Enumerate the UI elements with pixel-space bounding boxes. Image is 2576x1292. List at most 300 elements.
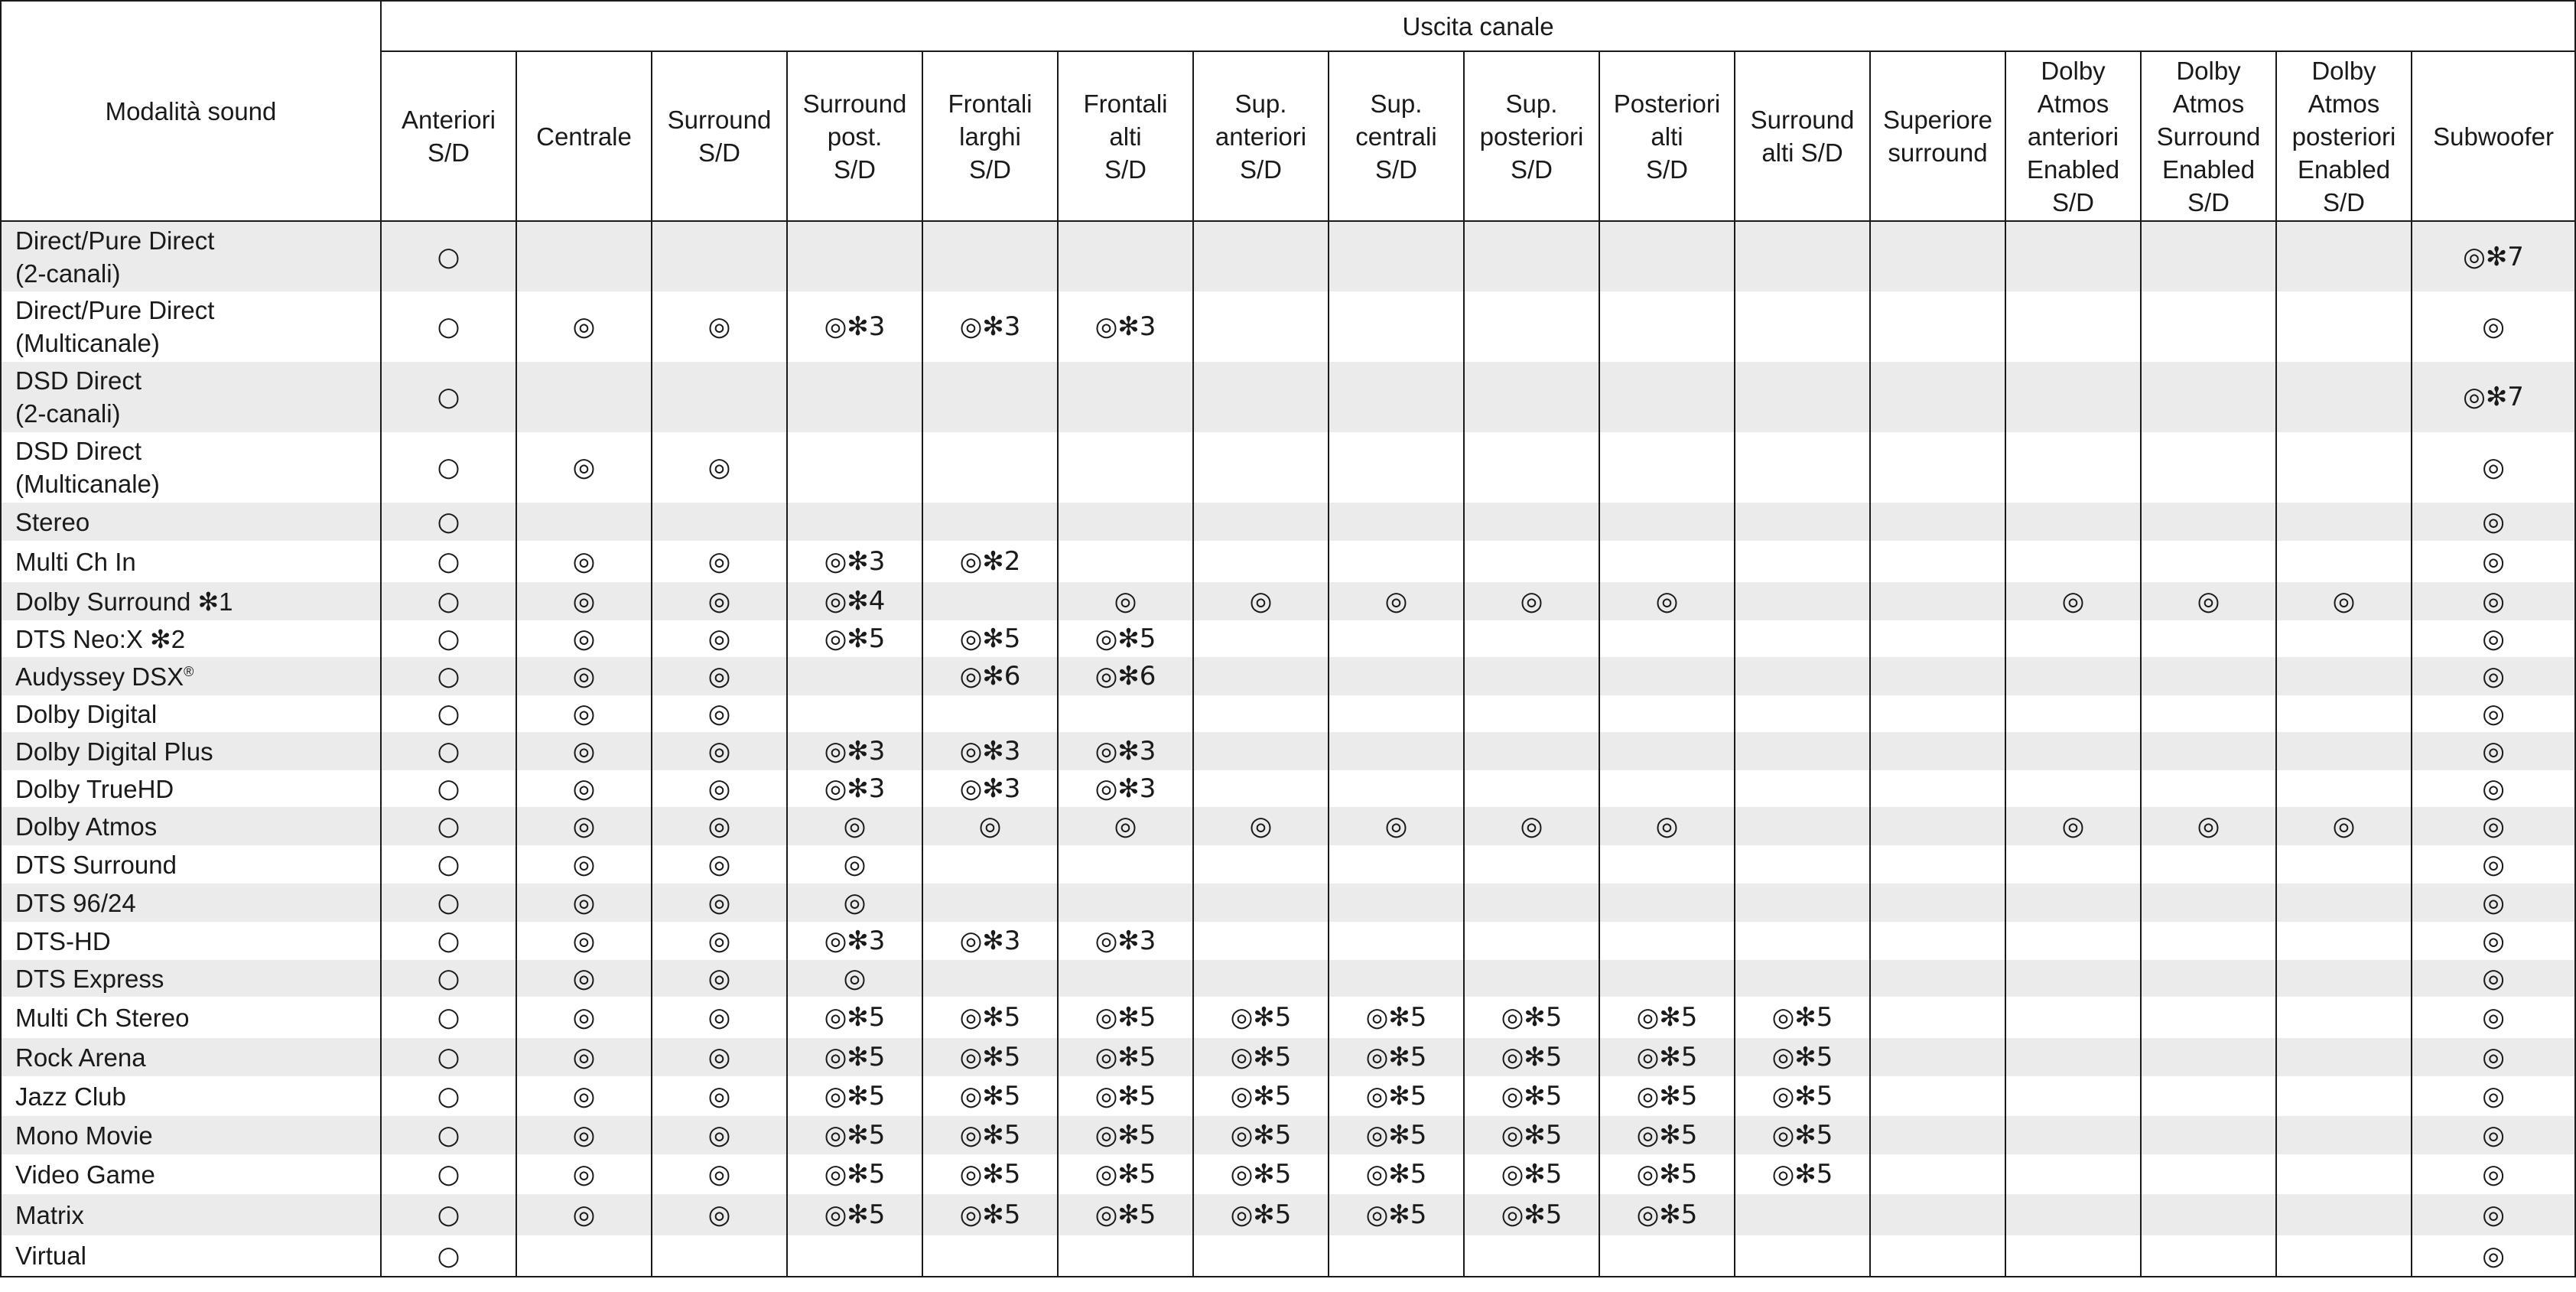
channel-output-mark: ◎ <box>572 811 596 841</box>
channel-cell <box>1464 695 1599 732</box>
channel-cell <box>652 1154 787 1194</box>
channel-cell <box>787 221 922 291</box>
channel-output-mark: ◎ <box>707 1120 731 1150</box>
channel-output-mark: ○ <box>437 698 460 729</box>
sound-mode-cell <box>1 582 381 620</box>
channel-cell <box>1058 541 1193 582</box>
channel-cell <box>2141 960 2276 997</box>
channel-output-mark: ◎✻5 <box>1094 1002 1156 1033</box>
channel-header: Frontali alti S/D <box>1058 51 1193 221</box>
channel-cell <box>787 1038 922 1076</box>
channel-output-mark: ◎✻5 <box>1771 1042 1833 1072</box>
channel-output-mark: ○ <box>437 1002 460 1033</box>
channel-output-mark: ◎ <box>1384 811 1408 841</box>
channel-cell <box>1735 1154 1870 1194</box>
channel-cell <box>2276 732 2412 770</box>
channel-cell <box>381 362 516 432</box>
channel-cell <box>922 362 1058 432</box>
channel-output-mark: ○ <box>437 1120 460 1150</box>
channel-cell <box>1329 620 1464 657</box>
channel-cell <box>1464 1038 1599 1076</box>
channel-cell <box>1329 1038 1464 1076</box>
sound-mode-cell <box>1 1194 381 1235</box>
channel-cell <box>1464 582 1599 620</box>
channel-cell <box>922 807 1058 845</box>
channel-output-mark: ◎ <box>2332 811 2356 841</box>
channel-cell <box>2005 1076 2141 1116</box>
channel-cell <box>1329 922 1464 960</box>
channel-output-mark: ○ <box>437 452 460 483</box>
table-row <box>1 997 2575 1038</box>
channel-cell <box>1058 582 1193 620</box>
channel-output-mark: ◎ <box>1249 586 1273 617</box>
channel-cell <box>2276 503 2412 541</box>
channel-output-mark: ◎✻3 <box>824 773 886 804</box>
channel-cell <box>2276 221 2412 291</box>
channel-output-mark: ◎ <box>978 811 1002 841</box>
channel-cell <box>1735 884 1870 922</box>
sound-mode-cell <box>1 291 381 362</box>
channel-cell <box>922 884 1058 922</box>
sound-mode-label: DSD Direct (2-canali) <box>15 366 142 428</box>
channel-cell <box>2412 960 2575 997</box>
channel-cell <box>787 845 922 884</box>
channel-output-mark: ◎ <box>2482 506 2505 537</box>
channel-cell <box>1329 695 1464 732</box>
channel-cell <box>922 997 1058 1038</box>
channel-cell <box>1058 845 1193 884</box>
channel-cell <box>2276 807 2412 845</box>
sound-mode-cell <box>1 1076 381 1116</box>
channel-output-mark: ◎ <box>2332 586 2356 617</box>
channel-cell <box>1735 582 1870 620</box>
channel-cell <box>1058 807 1193 845</box>
channel-cell <box>2276 1116 2412 1154</box>
channel-output-mark: ◎ <box>572 546 596 577</box>
channel-cell <box>381 291 516 362</box>
channel-output-mark: ◎ <box>572 1002 596 1033</box>
channel-output-mark: ◎✻5 <box>1771 1120 1833 1150</box>
channel-output-mark: ◎✻3 <box>1094 311 1156 342</box>
channel-cell <box>2276 997 2412 1038</box>
channel-header: Surround post. S/D <box>787 51 922 221</box>
channel-cell <box>381 807 516 845</box>
table-row <box>1 221 2575 291</box>
channel-cell <box>381 432 516 503</box>
channel-output-mark: ◎ <box>707 963 731 994</box>
channel-output-mark: ◎ <box>2482 1159 2505 1189</box>
channel-cell <box>1735 503 1870 541</box>
channel-cell <box>1599 503 1735 541</box>
channel-cell <box>1870 884 2005 922</box>
channel-cell <box>1193 541 1329 582</box>
channel-cell <box>1599 362 1735 432</box>
channel-output-mark: ◎✻5 <box>1771 1081 1833 1111</box>
channel-cell <box>1599 1076 1735 1116</box>
table-row <box>1 1038 2575 1076</box>
table-row <box>1 657 2575 695</box>
channel-output-mark: ◎✻5 <box>1230 1120 1292 1150</box>
channel-output-mark: ◎ <box>2197 586 2220 617</box>
channel-cell <box>787 1076 922 1116</box>
channel-cell <box>1193 362 1329 432</box>
channel-cell <box>2141 1194 2276 1235</box>
channel-cell <box>1599 884 1735 922</box>
channel-cell <box>381 1154 516 1194</box>
channel-cell <box>1735 732 1870 770</box>
channel-cell <box>1599 770 1735 807</box>
channel-cell <box>516 960 652 997</box>
channel-cell <box>787 695 922 732</box>
channel-cell <box>1193 922 1329 960</box>
channel-cell <box>1735 922 1870 960</box>
channel-cell <box>1735 1116 1870 1154</box>
channel-cell <box>1464 221 1599 291</box>
channel-output-mark: ◎ <box>2482 311 2505 342</box>
channel-header: Surround S/D <box>652 51 787 221</box>
sound-mode-label: Rock Arena <box>15 1043 146 1072</box>
channel-cell <box>787 770 922 807</box>
channel-output-mark: ◎✻5 <box>1230 1002 1292 1033</box>
channel-cell <box>1599 960 1735 997</box>
channel-output-mark: ○ <box>437 623 460 654</box>
channel-output-mark: ◎✻5 <box>1230 1042 1292 1072</box>
sound-mode-label: DTS-HD <box>15 926 111 955</box>
channel-output-mark: ◎ <box>1520 811 1543 841</box>
channel-cell <box>1058 657 1193 695</box>
channel-output-mark: ◎ <box>843 963 867 994</box>
channel-cell <box>516 1154 652 1194</box>
channel-cell <box>516 845 652 884</box>
channel-output-mark: ◎ <box>572 887 596 918</box>
channel-cell <box>652 362 787 432</box>
channel-cell <box>787 657 922 695</box>
channel-cell <box>922 582 1058 620</box>
mode-column-header: Modalità sound <box>1 1 381 221</box>
channel-cell <box>922 960 1058 997</box>
channel-cell <box>2412 1154 2575 1194</box>
channel-cell <box>1870 541 2005 582</box>
channel-output-mark: ◎✻5 <box>824 1002 886 1033</box>
channel-cell <box>1599 291 1735 362</box>
channel-output-mark: ◎✻5 <box>1636 1081 1698 1111</box>
channel-cell <box>2412 1194 2575 1235</box>
channel-cell <box>2412 884 2575 922</box>
channel-output-mark: ○ <box>437 506 460 537</box>
channel-output-mark: ◎ <box>2482 736 2505 766</box>
table-row <box>1 541 2575 582</box>
channel-cell <box>787 922 922 960</box>
channel-cell <box>1329 884 1464 922</box>
channel-cell <box>787 997 922 1038</box>
channel-cell <box>1193 807 1329 845</box>
channel-cell <box>2412 582 2575 620</box>
channel-cell <box>516 922 652 960</box>
channel-output-mark: ◎✻5 <box>1501 1199 1563 1230</box>
sound-mode-cell <box>1 922 381 960</box>
channel-cell <box>1058 1076 1193 1116</box>
sound-mode-cell <box>1 807 381 845</box>
channel-cell <box>2412 770 2575 807</box>
table-row <box>1 884 2575 922</box>
channel-cell <box>787 884 922 922</box>
channel-output-mark: ◎ <box>2482 811 2505 841</box>
channel-cell <box>652 884 787 922</box>
channel-cell <box>516 884 652 922</box>
channel-cell <box>2276 582 2412 620</box>
channel-cell <box>652 1194 787 1235</box>
channel-cell <box>516 503 652 541</box>
channel-cell <box>1599 541 1735 582</box>
channel-cell <box>1735 1038 1870 1076</box>
channel-output-mark: ○ <box>437 811 460 841</box>
channel-cell <box>2276 1154 2412 1194</box>
sound-mode-cell <box>1 960 381 997</box>
channel-cell <box>652 807 787 845</box>
channel-output-mark: ◎✻5 <box>1230 1199 1292 1230</box>
channel-cell <box>2412 732 2575 770</box>
channel-cell <box>1058 884 1193 922</box>
channel-output-mark: ◎✻5 <box>824 1159 886 1189</box>
sound-mode-label: DTS Neo:X ✻2 <box>15 624 186 653</box>
sound-mode-label: Dolby Digital <box>15 699 158 728</box>
channel-cell <box>1870 1154 2005 1194</box>
channel-cell <box>1329 503 1464 541</box>
channel-cell <box>2005 541 2141 582</box>
channel-output-mark: ◎ <box>1655 811 1679 841</box>
channel-cell <box>2141 807 2276 845</box>
channel-output-mark: ◎ <box>843 811 867 841</box>
channel-output-mark: ◎✻6 <box>959 661 1021 692</box>
channel-cell <box>1870 845 2005 884</box>
channel-cell <box>1599 997 1735 1038</box>
channel-cell <box>1058 695 1193 732</box>
channel-cell <box>1870 1194 2005 1235</box>
channel-cell <box>2005 732 2141 770</box>
sound-mode-label: Direct/Pure Direct (2-canali) <box>15 226 215 288</box>
channel-output-mark: ◎✻5 <box>959 1002 1021 1033</box>
sound-mode-cell <box>1 770 381 807</box>
channel-output-mark: ◎ <box>572 623 596 654</box>
channel-cell <box>1058 997 1193 1038</box>
channel-output-mark: ◎✻5 <box>1365 1199 1427 1230</box>
sound-mode-cell <box>1 221 381 291</box>
channel-output-mark: ◎✻5 <box>1094 1042 1156 1072</box>
channel-cell <box>922 732 1058 770</box>
channel-output-mark: ◎ <box>2482 887 2505 918</box>
channel-cell <box>381 541 516 582</box>
channel-cell <box>1735 541 1870 582</box>
sound-mode-label: DTS Surround <box>15 850 177 879</box>
registered-mark: ® <box>184 663 194 679</box>
channel-output-mark: ○ <box>437 849 460 880</box>
channel-cell <box>2141 1116 2276 1154</box>
channel-output-mark: ◎✻5 <box>1094 1081 1156 1111</box>
channel-cell <box>2412 432 2575 503</box>
channel-cell <box>1464 1116 1599 1154</box>
channel-cell <box>1735 1194 1870 1235</box>
channel-output-mark: ◎ <box>2482 1199 2505 1230</box>
channel-cell <box>2141 1235 2276 1277</box>
channel-output-mark: ◎ <box>707 311 731 342</box>
channel-cell <box>516 541 652 582</box>
channel-output-mark: ◎ <box>2482 926 2505 956</box>
table-row <box>1 770 2575 807</box>
sound-mode-cell <box>1 362 381 432</box>
channel-cell <box>2005 922 2141 960</box>
channel-cell <box>1464 732 1599 770</box>
channel-cell <box>1193 732 1329 770</box>
channel-cell <box>1058 922 1193 960</box>
channel-output-mark: ◎ <box>707 736 731 766</box>
channel-output-mark: ◎✻5 <box>1636 1199 1698 1230</box>
table-row <box>1 1076 2575 1116</box>
channel-cell <box>922 541 1058 582</box>
channel-cell <box>652 541 787 582</box>
channel-cell <box>1735 291 1870 362</box>
channel-cell <box>1735 1235 1870 1277</box>
channel-cell <box>1870 695 2005 732</box>
channel-output-mark: ◎✻3 <box>959 736 1021 766</box>
channel-cell <box>787 1154 922 1194</box>
channel-output-mark: ◎✻5 <box>1636 1120 1698 1150</box>
channel-cell <box>652 732 787 770</box>
channel-output-mark: ◎ <box>707 546 731 577</box>
channel-cell <box>1058 362 1193 432</box>
channel-cell <box>1464 922 1599 960</box>
channel-output-mark: ○ <box>437 773 460 804</box>
channel-cell <box>1870 807 2005 845</box>
channel-output-mark: ◎ <box>1520 586 1543 617</box>
channel-cell <box>652 1076 787 1116</box>
channel-cell <box>1870 960 2005 997</box>
channel-cell <box>2005 362 2141 432</box>
channel-output-mark: ◎✻3 <box>959 773 1021 804</box>
channel-output-mark: ◎✻5 <box>1094 1120 1156 1150</box>
channel-cell <box>2005 291 2141 362</box>
channel-cell <box>1058 291 1193 362</box>
channel-cell <box>787 1235 922 1277</box>
channel-cell <box>1870 770 2005 807</box>
channel-cell <box>2412 1076 2575 1116</box>
channel-output-mark: ◎✻2 <box>959 546 1021 577</box>
sound-mode-label: Multi Ch Stereo <box>15 1003 190 1032</box>
channel-cell <box>1735 1076 1870 1116</box>
channel-header: Sup. anteriori S/D <box>1193 51 1329 221</box>
channel-cell <box>2005 807 2141 845</box>
channel-header: Dolby Atmos anteriori Enabled S/D <box>2005 51 2141 221</box>
channel-output-mark: ◎✻3 <box>1094 736 1156 766</box>
channel-cell <box>1329 362 1464 432</box>
sound-mode-label: DSD Direct (Multicanale) <box>15 437 160 498</box>
channel-cell <box>787 582 922 620</box>
channel-header: Frontali larghi S/D <box>922 51 1058 221</box>
channel-cell <box>1870 291 2005 362</box>
channel-output-mark: ◎ <box>707 887 731 918</box>
channel-cell <box>2141 884 2276 922</box>
channel-cell <box>1870 1038 2005 1076</box>
channel-cell <box>516 657 652 695</box>
channel-output-mark: ◎✻4 <box>824 586 886 617</box>
channel-cell <box>922 221 1058 291</box>
sound-mode-cell <box>1 620 381 657</box>
channel-cell <box>1329 845 1464 884</box>
channel-output-mark: ◎ <box>707 849 731 880</box>
channel-header: Dolby Atmos posteriori Enabled S/D <box>2276 51 2412 221</box>
channel-cell <box>2276 657 2412 695</box>
channel-cell <box>1735 221 1870 291</box>
channel-output-mark: ◎✻5 <box>1636 1042 1698 1072</box>
channel-output-mark: ◎✻5 <box>824 1120 886 1150</box>
table-row <box>1 503 2575 541</box>
channel-cell <box>2141 997 2276 1038</box>
sound-mode-label: Audyssey DSX <box>15 662 184 691</box>
channel-output-mark: ◎ <box>572 311 596 342</box>
channel-cell <box>1870 582 2005 620</box>
channel-cell <box>922 770 1058 807</box>
channel-cell <box>1329 657 1464 695</box>
channel-cell <box>381 845 516 884</box>
channel-cell <box>2276 1076 2412 1116</box>
sound-mode-cell <box>1 432 381 503</box>
table-row <box>1 845 2575 884</box>
channel-cell <box>922 620 1058 657</box>
channel-cell <box>2276 1038 2412 1076</box>
channel-cell <box>787 1194 922 1235</box>
channel-cell <box>1735 432 1870 503</box>
channel-cell <box>2005 997 2141 1038</box>
channel-cell <box>652 1235 787 1277</box>
sound-mode-label: Matrix <box>15 1200 84 1229</box>
channel-output-mark: ◎✻5 <box>959 1081 1021 1111</box>
sound-mode-cell <box>1 845 381 884</box>
channel-cell <box>2276 845 2412 884</box>
channel-output-mark: ◎ <box>707 1042 731 1072</box>
channel-cell <box>516 582 652 620</box>
channel-cell <box>1464 541 1599 582</box>
channel-output-mark: ◎ <box>572 452 596 483</box>
channel-cell <box>1464 770 1599 807</box>
channel-output-mark: ◎✻5 <box>1771 1159 1833 1189</box>
channel-cell <box>381 221 516 291</box>
channel-header: Anteriori S/D <box>381 51 516 221</box>
channel-cell <box>2005 503 2141 541</box>
channel-cell <box>2141 845 2276 884</box>
channel-cell <box>516 695 652 732</box>
sound-mode-label: Virtual <box>15 1242 86 1270</box>
channel-cell <box>2141 1154 2276 1194</box>
channel-cell <box>922 845 1058 884</box>
channel-header: Centrale <box>516 51 652 221</box>
channel-cell <box>2141 291 2276 362</box>
channel-output-mark: ◎ <box>572 849 596 880</box>
channel-cell <box>2276 770 2412 807</box>
channel-cell <box>2141 582 2276 620</box>
channel-cell <box>2412 997 2575 1038</box>
channel-output-mark: ◎ <box>1114 586 1137 617</box>
channel-cell <box>2276 884 2412 922</box>
channel-cell <box>1599 845 1735 884</box>
channel-cell <box>516 1076 652 1116</box>
sound-mode-cell <box>1 503 381 541</box>
channel-output-mark: ◎✻5 <box>1501 1042 1563 1072</box>
channel-output-mark: ◎✻5 <box>1501 1159 1563 1189</box>
channel-output-mark: ◎✻5 <box>1365 1081 1427 1111</box>
channel-cell <box>787 291 922 362</box>
channel-output-mark: ◎ <box>572 736 596 766</box>
channel-output-mark: ◎✻5 <box>959 1199 1021 1230</box>
channel-cell <box>1870 432 2005 503</box>
